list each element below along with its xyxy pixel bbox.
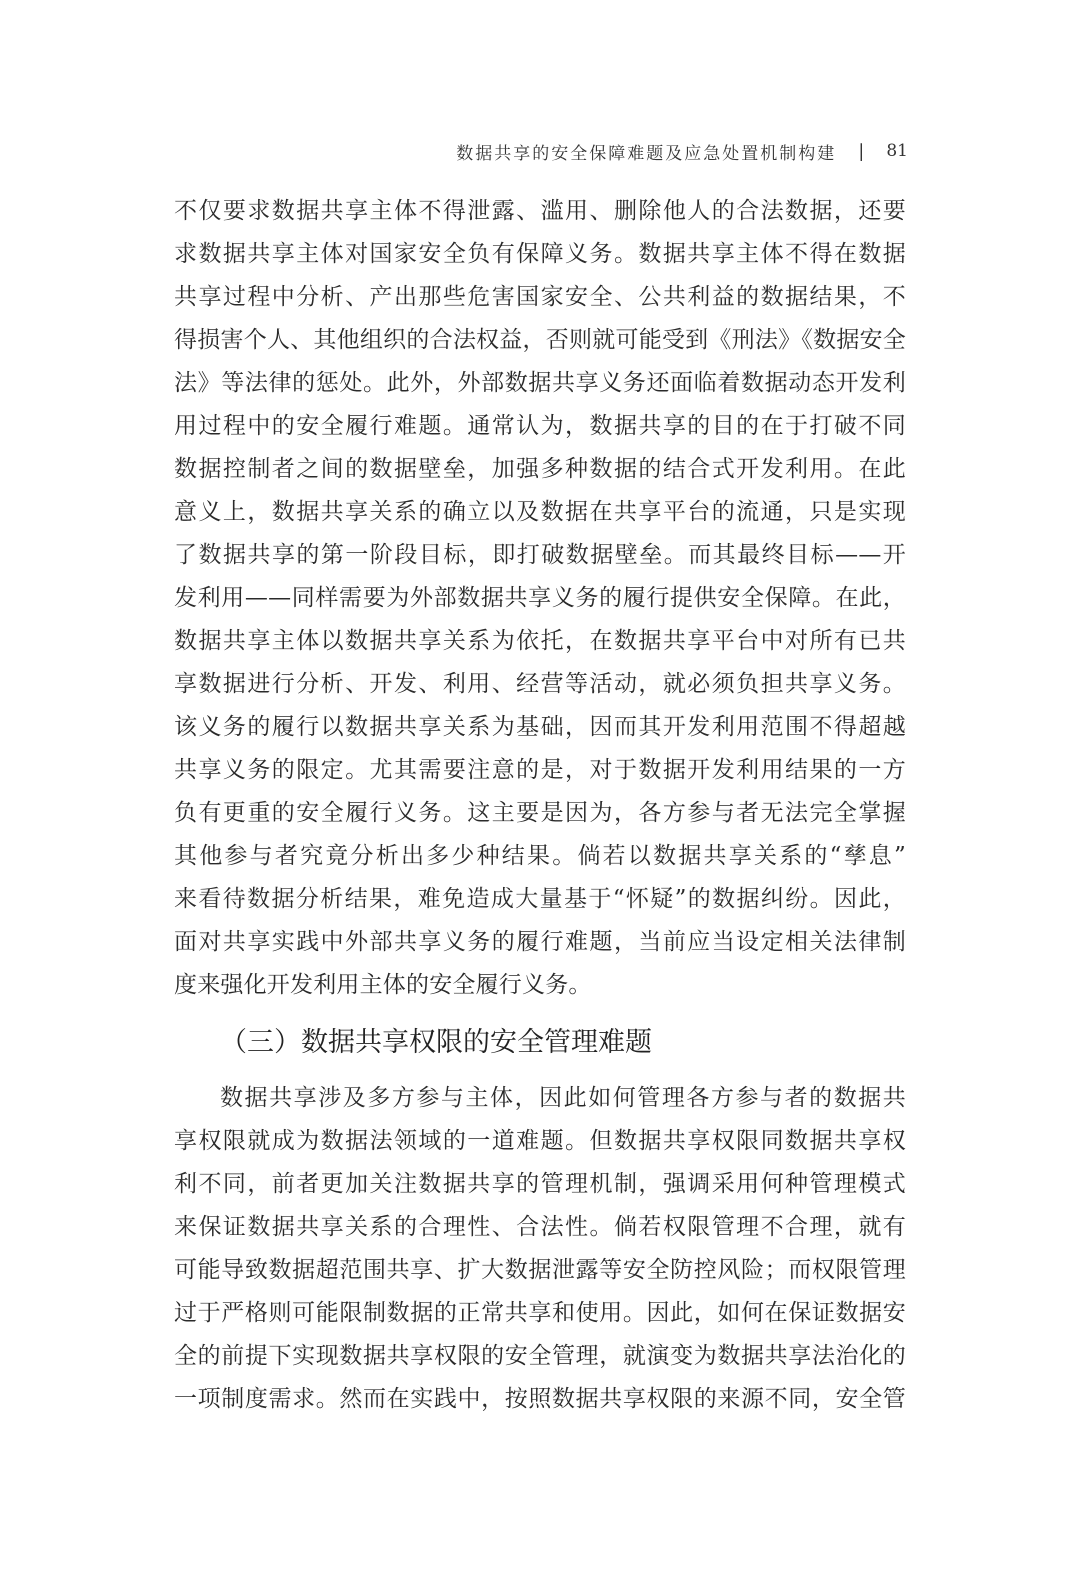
paragraph-2	[174, 1077, 906, 1421]
text-line: 求数据共享主体对国家安全负有保障义务。数据共享主体不得在数据	[174, 241, 906, 267]
text-line: 可能导致数据超范围共享、扩大数据泄露等安全防控风险；而权限管理	[174, 1257, 906, 1283]
text-line: 用过程中的安全履行难题。通常认为，数据共享的目的在于打破不同	[174, 413, 906, 439]
text-line: 共享过程中分析、产出那些危害国家安全、公共利益的数据结果，不	[174, 284, 906, 310]
text-line: 享数据进行分析、开发、利用、经营等活动，就必须负担共享义务。	[174, 671, 906, 697]
section-heading: （三）数据共享权限的安全管理难题	[220, 1027, 652, 1058]
text-line: 数据控制者之间的数据壁垒，加强多种数据的结合式开发利用。在此	[174, 456, 906, 482]
text-line: 得损害个人、其他组织的合法权益，否则就可能受到《刑法》《数据安全	[174, 327, 906, 353]
text-line: 数据共享涉及多方参与主体，因此如何管理各方参与者的数据共	[220, 1085, 906, 1111]
running-header	[180, 136, 908, 166]
text-line: 数据共享主体以数据共享关系为依托，在数据共享平台中对所有已共	[174, 628, 906, 654]
header-separator: |	[858, 140, 867, 162]
text-line: 其他参与者究竟分析出多少种结果。倘若以数据共享关系的“孳息”	[174, 843, 906, 869]
text-line: 不仅要求数据共享主体不得泄露、滥用、删除他人的合法数据，还要	[174, 198, 906, 224]
page-number: 81	[886, 141, 908, 161]
text-line: 意义上，数据共享关系的确立以及数据在共享平台的流通，只是实现	[174, 499, 906, 525]
text-line: 该义务的履行以数据共享关系为基础，因而其开发利用范围不得超越	[174, 714, 906, 740]
text-line: 发利用——同样需要为外部数据共享义务的履行提供安全保障。在此，	[174, 585, 906, 611]
text-line: 全的前提下实现数据共享权限的安全管理，就演变为数据共享法治化的	[174, 1343, 906, 1369]
text-line: 共享义务的限定。尤其需要注意的是，对于数据开发利用结果的一方	[174, 757, 906, 783]
text-line: 法》等法律的惩处。此外，外部数据共享义务还面临着数据动态开发利	[174, 370, 906, 396]
text-line: 享权限就成为数据法领域的一道难题。但数据共享权限同数据共享权	[174, 1128, 906, 1154]
text-line: 来看待数据分析结果，难免造成大量基于“怀疑”的数据纠纷。因此，	[174, 886, 906, 912]
text-line: 了数据共享的第一阶段目标，即打破数据壁垒。而其最终目标——开	[174, 542, 906, 568]
paragraph-1	[174, 190, 906, 1007]
text-line: 负有更重的安全履行义务。这主要是因为，各方参与者无法完全掌握	[174, 800, 906, 826]
text-line: 面对共享实践中外部共享义务的履行难题，当前应当设定相关法律制	[174, 929, 906, 955]
text-line: 度来强化开发利用主体的安全履行义务。	[174, 972, 592, 998]
text-line: 过于严格则可能限制数据的正常共享和使用。因此，如何在保证数据安	[174, 1300, 906, 1326]
running-header-title: 数据共享的安全保障难题及应急处置机制构建	[456, 143, 837, 164]
text-line: 一项制度需求。然而在实践中，按照数据共享权限的来源不同，安全管	[174, 1386, 906, 1412]
page-body	[174, 190, 906, 1421]
text-line: 来保证数据共享关系的合理性、合法性。倘若权限管理不合理，就有	[174, 1214, 906, 1240]
text-line: 利不同，前者更加关注数据共享的管理机制，强调采用何种管理模式	[174, 1171, 906, 1197]
